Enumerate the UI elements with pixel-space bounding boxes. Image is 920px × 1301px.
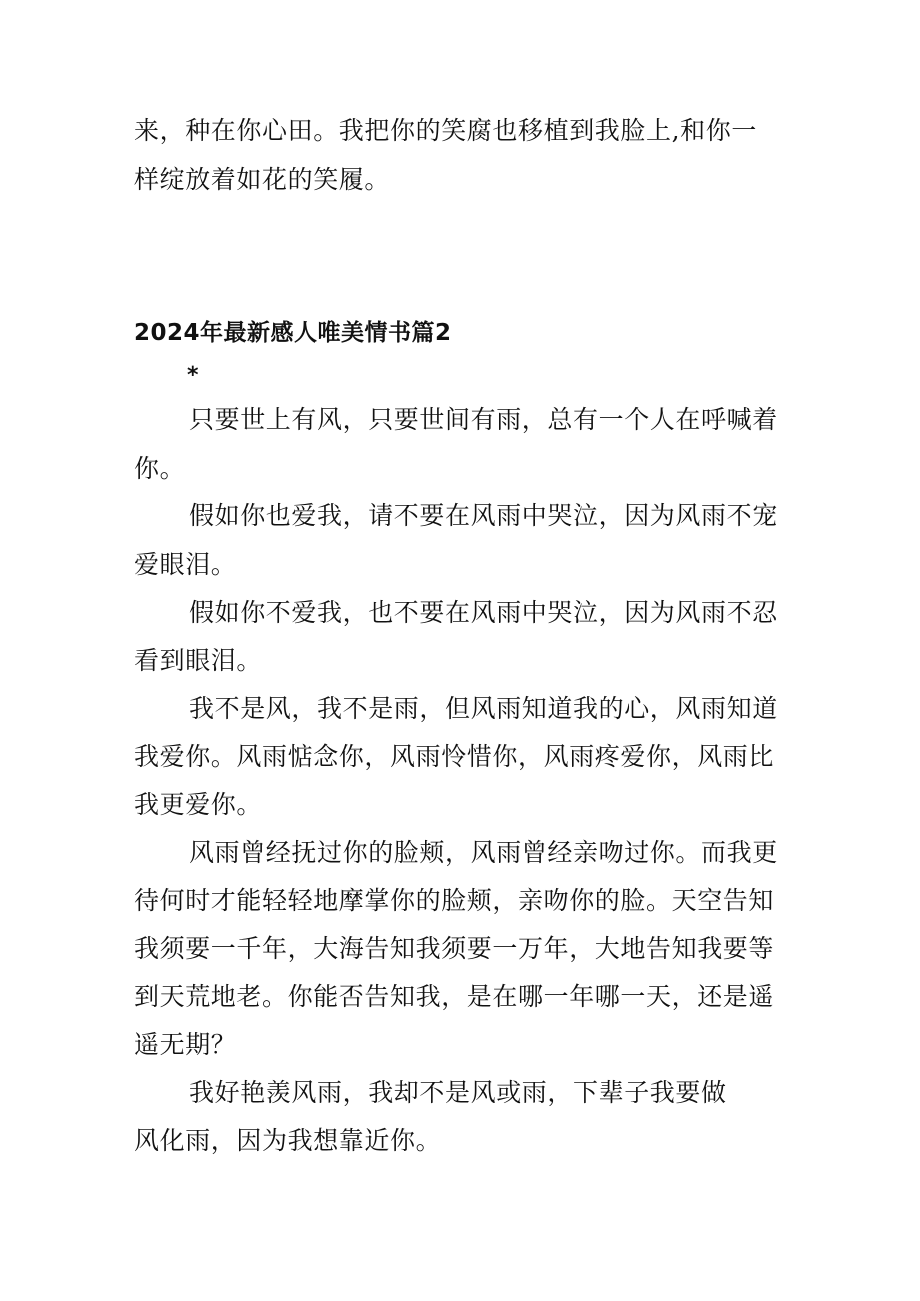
paragraph-4-line-3: 我更爱你。 [134, 790, 263, 819]
paragraph-3-line-2: 看到眼泪。 [134, 646, 263, 675]
intro-line-1: 来，种在你心田。我把你的笑腐也移植到我脸上,和你一 [134, 116, 757, 145]
paragraph-5-line-5: 遥无期？ [134, 1030, 237, 1059]
section-heading: 2024年最新感人唯美情书篇2 [134, 320, 452, 346]
paragraph-4-line-1: 我不是风，我不是雨，但风雨知道我的心，风雨知道 [189, 694, 778, 723]
paragraph-5-line-4: 到天荒地老。你能否告知我，是在哪一年哪一天，还是遥 [134, 982, 775, 1011]
paragraph-2-line-1: 假如你也爱我，请不要在风雨中哭泣，因为风雨不宠 [189, 501, 778, 530]
paragraph-1-line-2: 你。 [134, 454, 186, 483]
paragraph-5-line-1: 风雨曾经抚过你的脸颊，风雨曾经亲吻过你。而我更 [189, 838, 778, 867]
paragraph-3-line-1: 假如你不爱我，也不要在风雨中哭泣，因为风雨不忍 [189, 598, 778, 627]
paragraph-5-line-3: 我须要一千年，大海告知我须要一万年，大地告知我要等 [134, 934, 775, 963]
paragraph-5-line-2: 待何时才能轻轻地摩掌你的脸颊，亲吻你的脸。天空告知 [134, 886, 775, 915]
intro-line-2: 样绽放着如花的笑履。 [134, 165, 391, 194]
star-marker: * [187, 363, 199, 388]
paragraph-6-line-2: 风化雨，因为我想靠近你。 [134, 1126, 442, 1155]
paragraph-4-line-2: 我爱你。风雨惦念你，风雨怜惜你，风雨疼爱你，风雨比 [134, 742, 775, 771]
paragraph-6-line-1: 我好艳羡风雨，我却不是风或雨，下辈子我要做 [189, 1078, 727, 1107]
paragraph-2-line-2: 爱眼泪。 [134, 550, 237, 579]
paragraph-1-line-1: 只要世上有风，只要世间有雨，总有一个人在呼喊着 [189, 405, 778, 434]
